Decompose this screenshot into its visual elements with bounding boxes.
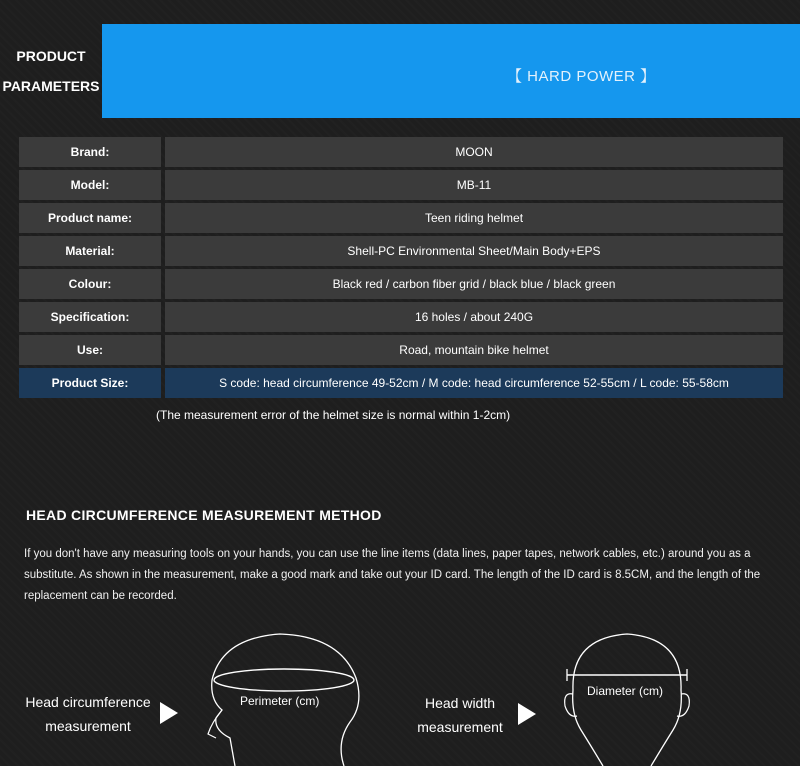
param-label: Brand: bbox=[19, 137, 161, 167]
param-label: Use: bbox=[19, 335, 161, 365]
param-label: Product name: bbox=[19, 203, 161, 233]
head-side-profile-icon bbox=[200, 630, 370, 766]
table-row bbox=[19, 302, 783, 332]
param-value: Road, mountain bike helmet bbox=[165, 335, 783, 365]
table-row bbox=[19, 269, 783, 299]
width-caption-line1: Head width bbox=[424, 695, 496, 711]
circumference-caption-line2: measurement bbox=[45, 718, 131, 734]
table-row bbox=[19, 137, 783, 167]
param-label: Specification: bbox=[19, 302, 161, 332]
arrow-right-icon bbox=[160, 702, 178, 724]
table-row bbox=[19, 236, 783, 266]
table-row bbox=[19, 170, 783, 200]
section-title-line1: PRODUCT bbox=[16, 48, 86, 64]
perimeter-label: Perimeter (cm) bbox=[240, 694, 320, 708]
param-value: Black red / carbon fiber grid / black blue / black green bbox=[165, 269, 783, 299]
section-title-line2: PARAMETERS bbox=[2, 78, 100, 94]
head-front-view-icon bbox=[555, 630, 705, 766]
size-note: (The measurement error of the helmet size is normal within 1-2cm) bbox=[156, 408, 511, 422]
param-label: Material: bbox=[19, 236, 161, 266]
param-value: 16 holes / about 240G bbox=[165, 302, 783, 332]
param-value: Shell-PC Environmental Sheet/Main Body+EPS bbox=[165, 236, 783, 266]
banner-slogan: 【 HARD POWER 】 bbox=[507, 68, 656, 85]
circumference-caption bbox=[22, 690, 154, 738]
param-value: MB-11 bbox=[165, 170, 783, 200]
param-value: S code: head circumference 49-52cm / M code: head circumference 52-55cm / L code: 55-58cm bbox=[165, 368, 783, 398]
arrow-right-icon bbox=[518, 703, 536, 725]
table-row-product-size bbox=[19, 368, 783, 398]
param-value: MOON bbox=[165, 137, 783, 167]
table-row bbox=[19, 335, 783, 365]
parameters-table bbox=[19, 137, 783, 401]
method-title: HEAD CIRCUMFERENCE MEASUREMENT METHOD bbox=[26, 507, 382, 523]
blue-banner bbox=[102, 24, 800, 118]
param-label: Colour: bbox=[19, 269, 161, 299]
table-row bbox=[19, 203, 783, 233]
width-caption bbox=[408, 691, 512, 739]
circumference-caption-line1: Head circumference bbox=[25, 694, 151, 710]
header-banner bbox=[0, 24, 800, 118]
width-caption-line2: measurement bbox=[417, 719, 503, 735]
param-value: Teen riding helmet bbox=[165, 203, 783, 233]
param-label: Model: bbox=[19, 170, 161, 200]
diameter-label: Diameter (cm) bbox=[587, 684, 664, 698]
section-title bbox=[0, 24, 102, 118]
method-description: If you don't have any measuring tools on your hands, you can use the line items (data lines, paper tapes, network cables, etc.) around you as a substitute. As shown in the measurement, make a good mark and take out your ID card. The length of the ID card is 8.5CM, and the length of the replacement can be recorded. bbox=[24, 548, 761, 602]
param-label: Product Size: bbox=[19, 368, 161, 398]
